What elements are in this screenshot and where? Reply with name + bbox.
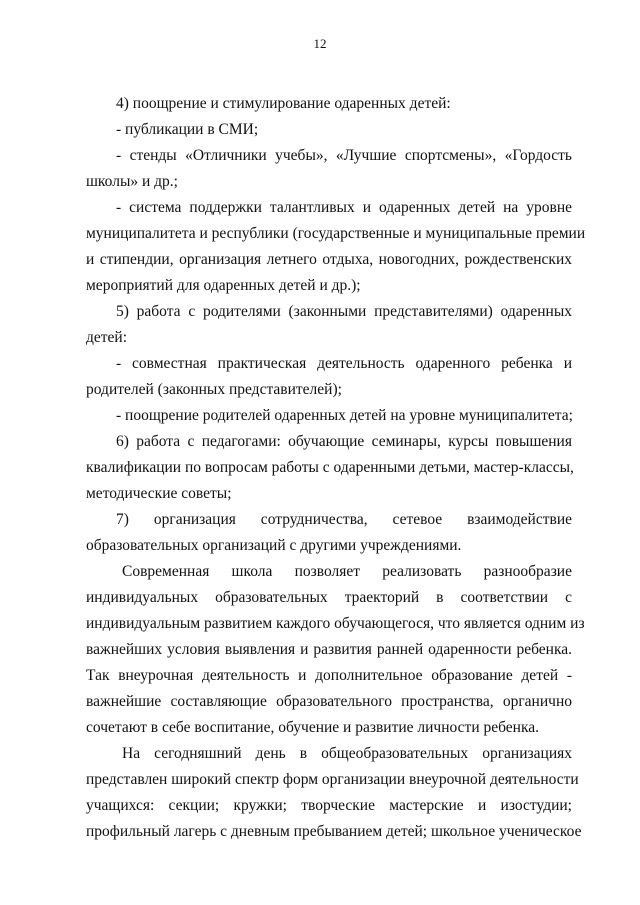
text-line: На сегодняшний день в общеобразовательных организациях [122,745,572,762]
body-text [86,91,586,845]
text-line: 5) работа с родителями (законными представителями) одаренных [116,303,572,320]
page-number: 12 [313,36,327,51]
text-line: индивидуальным развитием каждого обучающегося, что является одним из [86,615,585,632]
text-line: - поощрение родителей одаренных детей на уровне муниципалитета; [116,407,573,424]
text-line: профильный лагерь с дневным пребыванием детей; школьное ученическое [86,823,582,840]
text-line: 4) поощрение и стимулирование одаренных детей: [116,95,451,112]
text-line: 6) работа с педагогами: обучающие семинары, курсы повышения [116,433,572,450]
paragraph [86,741,582,845]
text-line: - публикации в СМИ; [116,121,259,138]
text-line: муниципалитета и республики (государственные и муниципальные премии [86,225,586,242]
text-line: сочетают в себе воспитание, обучение и развитие личности ребенка. [86,719,540,736]
paragraph [86,403,572,429]
text-line: Современная школа позволяет реализовать разнообразие [122,563,572,580]
text-line: представлен широкий спектр форм организации внеурочной деятельности [86,771,579,788]
text-line: школы» и др.; [86,173,178,190]
text-line: важнейших условия выявления и развития ранней одаренности ребенка. [86,641,572,658]
text-line: детей: [86,329,128,346]
text-line: индивидуальных образовательных траекторий в соответствии с [86,589,572,606]
text-line: родителей (законных представителей); [86,381,342,398]
paragraph [86,117,572,143]
text-line: методические советы; [86,485,232,502]
text-line: мероприятий для одаренных детей и др.); [86,277,361,294]
text-line: - система поддержки талантливых и одаренных детей на уровне [116,199,572,216]
paragraph [86,351,572,403]
text-line: образовательных организаций с другими учреждениями. [86,537,462,554]
paragraph [86,91,572,117]
text-line: важнейшие составляющие образовательного пространства, органично [86,693,572,710]
text-line: - совместная практическая деятельность одаренного ребенка и [116,355,572,372]
text-line: - стенды «Отличники учебы», «Лучшие спортсмены», «Гордость [116,147,572,164]
paragraph [86,429,572,507]
text-line: 7) организация сотрудничества, сетевое взаимодействие [116,511,572,528]
text-line: Так внеурочная деятельность и дополнительное образование детей - [86,667,572,684]
text-line: учащихся: секции; кружки; творческие мастерские и изостудии; [86,797,572,814]
paragraph [86,195,586,299]
paragraph [86,507,572,559]
text-line: квалификации по вопросам работы с одаренными детьми, мастер-классы, [86,459,574,476]
paragraph [86,559,585,741]
paragraph [86,143,572,195]
text-line: и стипендии, организация летнего отдыха, новогодних, рождественских [86,251,572,268]
paragraph [86,299,572,351]
